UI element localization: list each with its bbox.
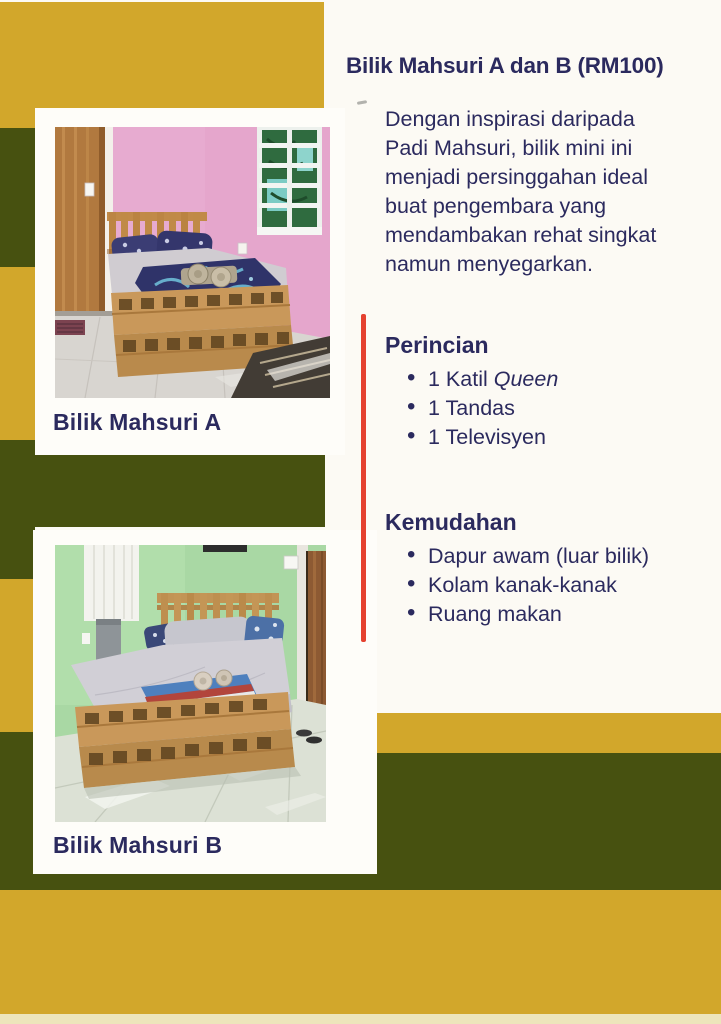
bg-block-yellow-left-2 bbox=[0, 267, 35, 440]
list-item-tandas: • 1 Tandas bbox=[385, 394, 558, 423]
intro-line: namun menyegarkan. bbox=[385, 252, 593, 276]
intro-line: buat pengembara yang bbox=[385, 194, 607, 218]
bg-block-green-right bbox=[377, 753, 721, 890]
bg-block-yellow-right bbox=[377, 713, 721, 753]
list-item-dapur: • Dapur awam (luar bilik) bbox=[385, 542, 649, 571]
intro-line: Dengan inspirasi daripada bbox=[385, 107, 635, 131]
section-heading-perincian: Perincian bbox=[385, 332, 489, 358]
list-item-ruang-makan: • Ruang makan bbox=[385, 600, 649, 629]
section-heading-kemudahan: Kemudahan bbox=[385, 509, 517, 535]
small-dash-mark bbox=[357, 100, 367, 105]
kemudahan-list bbox=[385, 542, 649, 628]
list-item-katil: • 1 Katil Queen bbox=[385, 365, 558, 394]
bg-block-green-left-5 bbox=[0, 732, 35, 890]
list-item-kolam: • Kolam kanak-kanak bbox=[385, 571, 649, 600]
photo-bilik-mahsuri-a bbox=[55, 127, 330, 398]
list-item-televisyen: • 1 Televisyen bbox=[385, 423, 558, 452]
bg-block-green-bottom-strip bbox=[0, 873, 721, 890]
red-accent-line bbox=[361, 314, 366, 642]
intro-paragraph bbox=[385, 105, 656, 279]
photo-caption-a: Bilik Mahsuri A bbox=[53, 409, 222, 435]
bg-block-yellow-bottom bbox=[0, 890, 721, 1014]
bg-block-green-left-1 bbox=[0, 128, 35, 267]
section-kemudahan bbox=[385, 509, 649, 628]
photo-bilik-mahsuri-b bbox=[55, 545, 326, 822]
bg-block-pale-bottom-edge bbox=[0, 1014, 721, 1024]
bg-block-green-middle-band bbox=[0, 455, 325, 527]
bg-block-yellow-left-4 bbox=[0, 579, 35, 732]
intro-line: mendambakan rehat singkat bbox=[385, 223, 657, 247]
section-perincian bbox=[385, 332, 558, 451]
perincian-list bbox=[385, 365, 558, 451]
intro-line: Padi Mahsuri, bilik mini ini bbox=[385, 136, 633, 160]
page-title: Bilik Mahsuri A dan B (RM100) bbox=[346, 53, 664, 78]
intro-line: menjadi persinggahan ideal bbox=[385, 165, 648, 189]
photo-caption-b: Bilik Mahsuri B bbox=[53, 832, 223, 858]
